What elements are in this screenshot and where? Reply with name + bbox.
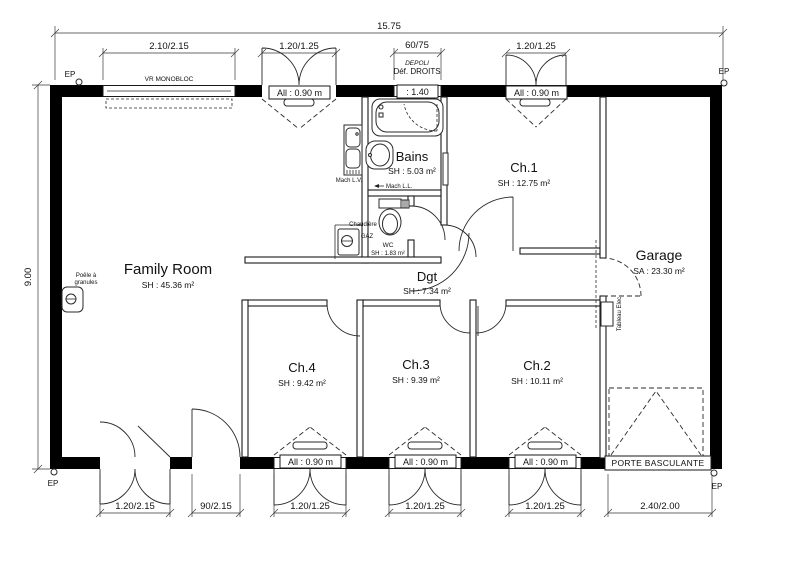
kitchen-sink-unit [344, 125, 362, 175]
bathroom-sink [366, 141, 393, 169]
pellet-stove-label-2: granules [74, 280, 98, 286]
dim-vr-window: 2.10/2.15 [149, 41, 189, 52]
room-bains-area: SH : 5.03 m² [388, 166, 436, 176]
dim-ch1-window: 1.20/1.25 [516, 41, 556, 52]
pellet-stove-label-1: Poêle à [75, 273, 97, 279]
ep-bottom-left: EP [47, 479, 59, 488]
dim-service-door: 90/2.15 [200, 501, 232, 512]
boiler-label-2: GAZ [360, 234, 374, 240]
dim-ch4-window: 1.20/1.25 [290, 501, 330, 512]
room-garage-area: SA : 23.30 m² [633, 266, 685, 276]
boiler-label-1: Chaudière [349, 222, 377, 228]
room-ch1-name: Ch.1 [510, 160, 538, 175]
window-allege-label-top2: All : 0.90 m [513, 88, 560, 98]
room-dgt-area: SH : 7.34 m² [403, 286, 451, 296]
window-allege-label-ch4: All : 0.90 m [287, 457, 334, 467]
vr-monobloc-label: VR MONOBLOC [144, 76, 194, 83]
room-ch3-area: SH : 9.39 m² [392, 375, 440, 385]
ep-top-left: EP [64, 70, 76, 79]
room-ch3-name: Ch.3 [402, 357, 430, 372]
window-allege-label-top1: All : 0.90 m [276, 88, 323, 98]
garage-door [605, 388, 711, 470]
dim-overall-width: 15.75 [377, 21, 401, 32]
toilet [379, 199, 409, 235]
room-family-name: Family Room [123, 261, 213, 278]
window-allege-label-ch2: All : 0.90 m [522, 457, 569, 467]
dim-overall-height: 9.00 [23, 267, 34, 287]
room-ch1-area: SH : 12.75 m² [497, 178, 551, 188]
washing-machine-label: Mach L.L. [386, 184, 413, 190]
depoli-label: DEPOLI [405, 60, 429, 67]
room-ch4-name: Ch.4 [288, 360, 316, 375]
room-garage-name: Garage [635, 247, 683, 263]
def-droits-label: Déf. DROITS [393, 67, 441, 76]
window-allege-label-ch3: All : 0.90 m [402, 457, 449, 467]
pellet-stove [62, 287, 83, 312]
dim-garage-door: 2.40/2.00 [640, 501, 680, 512]
room-family-area: SH : 45.36 m² [141, 280, 195, 290]
dim-ch3-window: 1.20/1.25 [405, 501, 445, 512]
dim-bath-window: 60/75 [405, 40, 429, 51]
room-ch4-area: SH : 9.42 m² [278, 378, 326, 388]
depoli-height-label: : 1.40 [406, 87, 429, 97]
room-ch2-name: Ch.2 [523, 358, 551, 373]
ep-top-right: EP [718, 67, 730, 76]
bathtub [372, 99, 443, 136]
ep-bottom-right: EP [711, 482, 723, 491]
electrical-panel-label: Tableau Elec [617, 296, 623, 332]
ch1-radiator [443, 153, 448, 185]
dim-entry-door: 1.20/2.15 [115, 501, 155, 512]
dishwasher-label: Mach L.V. [335, 178, 363, 184]
porte-basculante-label: PORTE BASCULANTE [611, 458, 705, 468]
room-wc-name: WC [382, 242, 394, 249]
boiler [335, 225, 362, 259]
room-ch2-area: SH : 10.11 m² [511, 376, 563, 386]
room-wc-area: SH : 1.83 m² [371, 251, 405, 257]
room-dgt-name: Dgt [416, 269, 438, 284]
room-bains-name: Bains [395, 149, 429, 164]
dim-ch2-window: 1.20/1.25 [525, 501, 565, 512]
dim-french-door: 1.20/1.25 [279, 41, 319, 52]
